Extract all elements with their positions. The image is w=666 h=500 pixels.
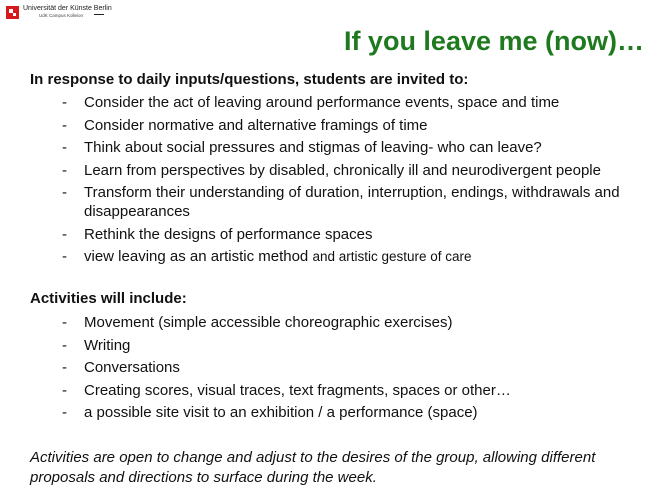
list-item — [62, 225, 652, 244]
list-item-text: Think about social pressures and stigmas of leaving- who can leave? — [84, 139, 542, 156]
list-item — [62, 358, 652, 377]
udk-logo-icon — [6, 6, 19, 19]
list-item — [62, 313, 652, 332]
closing-note: Activities are open to change and adjust to the desires of the group, allowing different proposals and directions to surface during the week. — [30, 449, 596, 486]
bullet-dash: - — [62, 359, 67, 376]
list-item — [62, 247, 652, 266]
logo-subtitle: UdK Campus Kolleion — [39, 13, 84, 18]
list-item — [62, 93, 652, 112]
list-item — [62, 161, 652, 180]
slide-title: If you leave me (now)… — [343, 26, 644, 56]
list-item-text: Consider the act of leaving around performance events, space and time — [84, 94, 560, 111]
invited-list — [62, 93, 652, 270]
list-item-text — [84, 247, 652, 266]
activities-list — [62, 313, 652, 426]
bullet-dash: - — [62, 161, 67, 179]
list-item-text: Conversations — [84, 359, 180, 376]
list-item — [62, 116, 652, 135]
list-item-text-suffix: and artistic gesture of care — [312, 249, 472, 264]
list-item-text: Transform their understanding of duration, interruption, endings, withdrawals and disappearances — [84, 184, 620, 220]
list-item-text: Movement (simple accessible choreographic exercises) — [84, 314, 453, 331]
bullet-dash: - — [62, 94, 67, 111]
bullet-dash: - — [62, 248, 67, 265]
list-item-text: Rethink the designs of performance spaces — [84, 225, 373, 243]
list-item-text: Creating scores, visual traces, text fragments, spaces or other… — [84, 381, 511, 399]
section-heading-invited: In response to daily inputs/questions, students are invited to: — [30, 71, 469, 88]
university-logo — [6, 4, 112, 26]
logo-text — [23, 4, 112, 19]
bullet-dash: - — [62, 381, 67, 399]
section-heading-activities: Activities will include: — [30, 290, 187, 307]
list-item — [62, 381, 652, 400]
logo-divider — [94, 14, 104, 15]
bullet-dash: - — [62, 404, 67, 421]
list-item-text: a possible site visit to an exhibition / a performance (space) — [84, 404, 478, 421]
bullet-dash: - — [62, 116, 67, 134]
list-item — [62, 336, 652, 355]
list-item-text: Learn from perspectives by disabled, chronically ill and neurodivergent people — [84, 161, 601, 179]
logo-name: Universität der Künste Berlin — [23, 5, 112, 12]
list-item — [62, 138, 652, 157]
list-item-text: Writing — [84, 336, 131, 354]
bullet-dash: - — [62, 314, 67, 331]
list-item-text-main: view leaving as an artistic method — [84, 248, 309, 265]
list-item-text: Consider normative and alternative framings of time — [84, 116, 428, 134]
list-item — [62, 183, 652, 221]
bullet-dash: - — [62, 336, 67, 354]
list-item — [62, 403, 652, 422]
bullet-dash: - — [62, 225, 67, 243]
bullet-dash: - — [62, 139, 67, 156]
bullet-dash: - — [62, 184, 67, 201]
